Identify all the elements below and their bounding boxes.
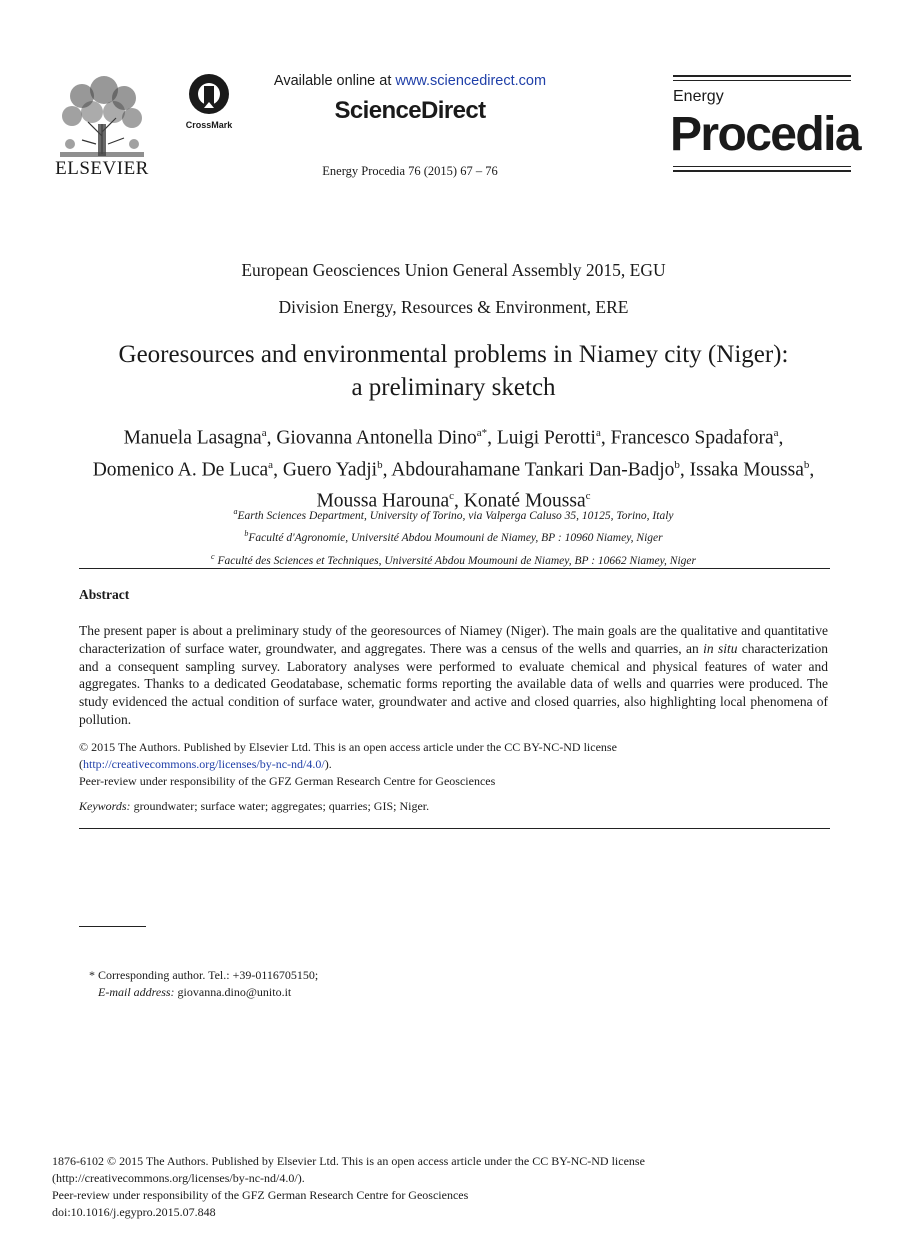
peer-review-line: Peer-review under responsibility of the GFZ German Research Centre for Geosciences [79, 774, 496, 788]
author: Moussa Harouna [316, 490, 450, 512]
author-separator: , [382, 459, 392, 480]
journal-word-energy: Energy [673, 88, 724, 105]
journal-rule-top-thin [673, 80, 851, 81]
abstract-heading: Abstract [79, 587, 130, 602]
page-footer [52, 1153, 645, 1221]
author-separator: , [273, 459, 283, 480]
author-list [80, 420, 827, 515]
author-affil-sup: a [261, 427, 267, 439]
author-affil-sup: c [449, 490, 455, 502]
affiliation: $^b$Faculté d'Agronomie, Université Abdou Moumouni de Niamey, BP : 10960 Niamey, Niger [244, 529, 663, 545]
keywords-label: Keywords: [79, 799, 131, 813]
author-separator: , [266, 427, 277, 449]
paper-title-line-2: a preliminary sketch [351, 374, 556, 401]
footer-doi[interactable]: doi:10.1016/j.egypro.2015.07.848 [52, 1205, 216, 1219]
author-affil-sup: b [803, 458, 810, 471]
affiliation: $^a$Earth Sciences Department, University of Torino, via Valperga Caluso 35, 10125, Torino, Italy [233, 507, 674, 522]
footer-url-line: (http://creativecommons.org/licenses/by-nc-nd/4.0/). [52, 1171, 305, 1185]
conference-line-1: European Geosciences Union General Assembly 2015, EGU [241, 260, 666, 280]
author: Giovanna Antonella Dino [276, 427, 477, 449]
corresponding-author-footnote [89, 967, 318, 1001]
abstract-text: The present paper is about a preliminary study of the georesources of Niamey (Niger). The main goals are the qualitative and quantitative characterization of surface water, groundwater, and aggregates. There was a census of the wells and quarries, an in situ characterization and a consequent sampling survey. Laboratory analyses were performed to evaluate chemical and physical features of water and aggregates. Thanks to a dedicated Geodatabase, schematic forms reporting the available data of wells and quarries were produced. The study evidenced the actual condition of surface water, groundwater and active and closed quarries, also highlighting local phenomena of pollution. [79, 623, 828, 727]
author-affil-sup: a* [476, 427, 488, 439]
journal-rule-bottom-thin [673, 166, 851, 167]
email-address[interactable]: giovanna.dino@unito.it [174, 985, 292, 999]
license-url-line: (http://creativecommons.org/licenses/by-nc-nd/4.0/). [79, 757, 332, 771]
author-affil-sup: a [268, 458, 274, 471]
keywords-text: groundwater; surface water; aggregates; quarries; GIS; Niger. [130, 799, 430, 813]
paper-title-line-1: Georesources and environmental problems in Niamey city (Niger): [118, 341, 789, 368]
author: Issaka Moussa [689, 459, 804, 480]
keywords [79, 799, 429, 814]
author: Luigi Perotti [496, 427, 596, 449]
author: Domenico A. De Luca [92, 459, 269, 480]
journal-word-procedia: Procedia [670, 108, 860, 161]
journal-citation: Energy Procedia 76 (2015) 67 – 76 [322, 164, 498, 178]
author: Francesco Spadafora [610, 427, 774, 449]
license-link[interactable]: http://creativecommons.org/licenses/by-nc-nd/4.0/ [83, 757, 325, 771]
author-affil-sup: b [377, 458, 383, 471]
footer-peer-review: Peer-review under responsibility of the GFZ German Research Centre for Geosciences [52, 1188, 469, 1202]
available-online-line [180, 73, 640, 89]
author-affil-sup: a [773, 427, 779, 439]
conference-line-2: Division Energy, Resources & Environment, ERE [278, 297, 629, 317]
footer-license-link[interactable]: http://creativecommons.org/licenses/by-nc-nd/4.0/ [56, 1171, 298, 1185]
author-affil-sup: c [585, 490, 591, 502]
email-line: E-mail address: giovanna.dino@unito.it [98, 985, 292, 999]
license-block [79, 739, 828, 790]
affiliation: $^c$ Faculté des Sciences et Techniques, Université Abdou Moumouni de Niamey, BP : 10662 Niamey, Niger [211, 551, 696, 567]
author-separator: , [487, 427, 497, 449]
author-separator: , [778, 427, 784, 449]
author-separator: , [454, 490, 464, 512]
journal-rule-top [673, 75, 851, 77]
footnote-rule [79, 926, 146, 927]
author-separator: , [679, 459, 690, 480]
author-affil-sup: a [595, 427, 601, 439]
corresponding-author: * Corresponding author. Tel.: +39-0116705150; [89, 968, 319, 982]
divider [79, 568, 830, 569]
journal-rule-bottom [673, 170, 851, 172]
footer-issn-license: 1876-6102 © 2015 The Authors. Published by Elsevier Ltd. This is an open access article under the CC BY-NC-ND license [52, 1154, 645, 1168]
sciencedirect-link[interactable]: www.sciencedirect.com [395, 73, 547, 89]
publisher-name: ELSEVIER [55, 158, 149, 179]
author-separator: , [600, 427, 611, 449]
author: Konaté Moussa [463, 490, 586, 512]
affiliation-list [0, 503, 907, 570]
author: Guero Yadji [282, 459, 378, 480]
author: Manuela Lasagna [123, 427, 262, 449]
author-affil-sup: b [674, 458, 680, 471]
author: Abdourahamane Tankari Dan-Badjo [391, 459, 675, 480]
crossmark-label: CrossMark [185, 120, 233, 130]
sciencedirect-brand: ScienceDirect [334, 97, 486, 124]
available-prefix: Available online at [273, 73, 396, 89]
license-line: © 2015 The Authors. Published by Elsevier Ltd. This is an open access article under the CC BY-NC-ND license [79, 740, 617, 754]
paper-title [0, 338, 907, 404]
divider [79, 828, 830, 829]
author-separator: , [809, 459, 815, 480]
